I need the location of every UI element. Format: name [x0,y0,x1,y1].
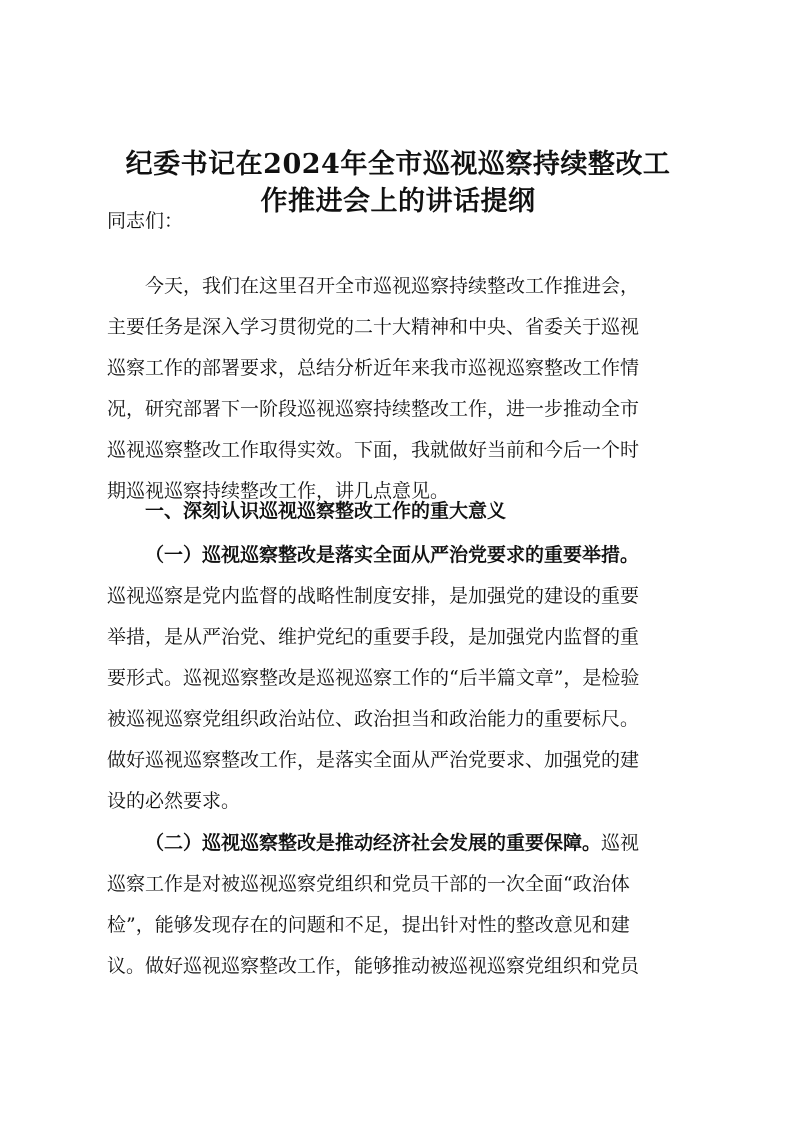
paragraph-line: 举措，是从严治党、维护党纪的重要手段，是加强党内监督的重 [107,626,640,648]
title-line-1: 纪委书记在2024年全市巡视巡察持续整改工 [125,149,671,180]
paragraph-line: 况，研究部署下一阶段巡视巡察持续整改工作，进一步推动全市 [107,398,640,420]
paragraph-intro [107,266,687,512]
paragraph-line: 设的必然要求。 [107,790,241,812]
paragraph-line: 主要任务是深入学习贯彻党的二十大精神和中央、省委关于巡视 [107,316,640,338]
paragraph-line: 被巡视巡察党组织政治站位、政治担当和政治能力的重要标尺。 [107,708,640,730]
paragraph-line: 巡察工作是对被巡视巡察党组织和党员干部的一次全面“政治体 [107,873,630,895]
paragraph-subsection-1 [107,535,687,822]
subsection-heading: （一）巡视巡察整改是落实全面从严治党要求的重要举措。 [145,544,640,566]
paragraph-line: 检”，能够发现存在的问题和不足，提出针对性的整改意见和建 [107,914,630,936]
paragraph-line: 巡视巡察整改工作取得实效。下面，我就做好当前和今后一个时 [107,439,640,461]
paragraph-line: 要形式。巡视巡察整改是巡视巡察工作的“后半篇文章”，是检验 [107,667,640,689]
paragraph-line: 做好巡视巡察整改工作，是落实全面从严治党要求、加强党的建 [107,749,640,771]
paragraph-subsection-2 [107,823,687,987]
paragraph-line: 期巡视巡察持续整改工作，讲几点意见。 [107,480,450,502]
paragraph-text: 巡视 [601,832,640,854]
subsection-heading: （二）巡视巡察整改是推动经济社会发展的重要保障。 [145,832,602,854]
section-heading-1: 一、深刻认识巡视巡察整改工作的重大意义 [145,500,507,522]
paragraph-line: 议。做好巡视巡察整改工作，能够推动被巡视巡察党组织和党员 [107,955,640,977]
greeting: 同志们： [107,210,184,232]
paragraph-line: 巡察工作的部署要求，总结分析近年来我市巡视巡察整改工作情 [107,357,640,379]
paragraph-line: 今天，我们在这里召开全市巡视巡察持续整改工作推进会， [145,275,640,297]
paragraph-line: 巡视巡察是党内监督的战略性制度安排，是加强党的建设的重要 [107,585,640,607]
title-line-2: 作推进会上的讲话提纲 [260,186,536,217]
paragraph-first-line [107,823,687,864]
